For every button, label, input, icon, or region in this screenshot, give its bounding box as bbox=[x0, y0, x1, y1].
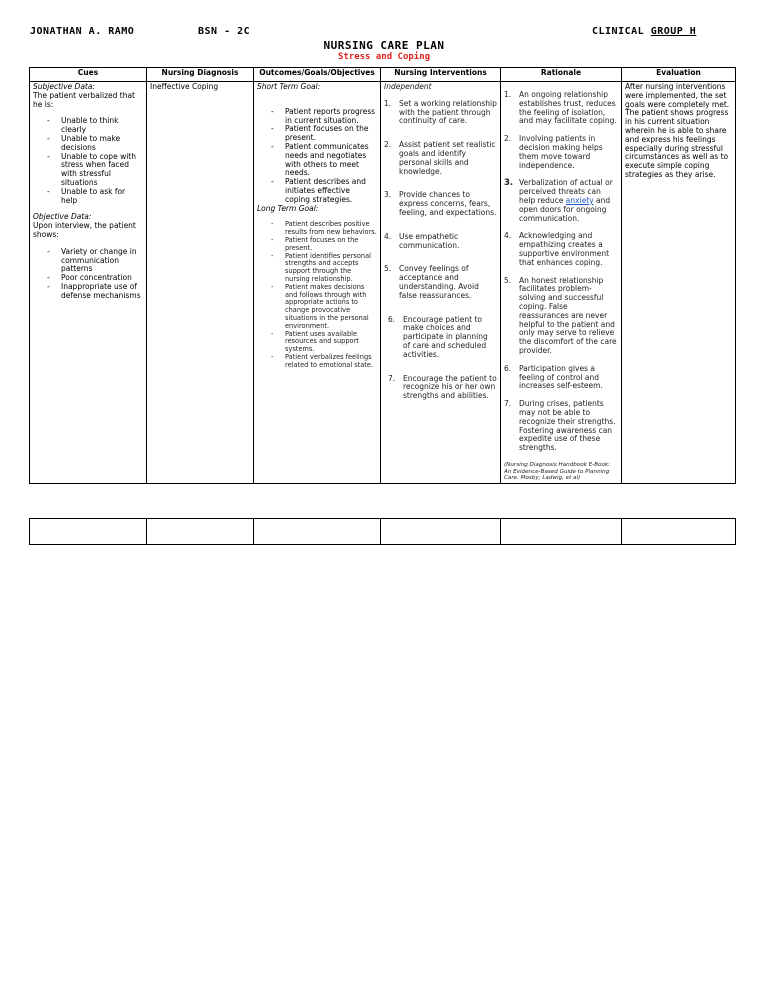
short-term-goals bbox=[271, 108, 377, 205]
empty-cell bbox=[381, 519, 501, 545]
clinical-group bbox=[592, 26, 696, 37]
list-item: 5. An honest relationship facilitates problem-solving and successful coping. False reassurances are never helpful to the patient and only may serve to relieve the discomfort of the care provider. bbox=[504, 275, 617, 355]
list-item: - Patient verbalizes feelings related to emotional state. bbox=[271, 354, 377, 370]
care-plan-table bbox=[29, 67, 736, 484]
rationale-cell bbox=[501, 82, 622, 484]
outcomes-cell bbox=[254, 82, 381, 484]
column-header: Nursing Interventions bbox=[381, 68, 501, 82]
list-item: 7. Encourage the patient to recognize his or her own strengths and abilities. bbox=[388, 373, 497, 401]
evaluation-cell bbox=[622, 82, 736, 484]
list-item: - Patient describes positive results from new behaviors. bbox=[271, 221, 377, 237]
subjective-list bbox=[47, 117, 143, 205]
list-item: - Patient focuses on the present. bbox=[271, 125, 377, 143]
short-term-goal-label: Short Term Goal: bbox=[257, 82, 321, 91]
objective-data-label: Objective Data: bbox=[33, 212, 92, 222]
list-item: 3. Verbalization of actual or perceived threats can help reduce anxiety and open doors for ongoing communication. bbox=[504, 178, 613, 223]
objective-intro: Upon interview, the patient shows: bbox=[33, 221, 136, 239]
empty-cell bbox=[147, 519, 254, 545]
empty-cell bbox=[501, 519, 622, 545]
subjective-intro: The patient verbalized that he is: bbox=[33, 90, 135, 109]
list-item: 4. Use empathetic communication. bbox=[384, 231, 460, 250]
empty-table bbox=[29, 518, 736, 545]
list-item: 7. During crises, patients may not be able to recognize their strengths. Fostering awareness can expedite use of these strengths. bbox=[504, 399, 616, 453]
column-header: Evaluation bbox=[622, 68, 736, 82]
column-header: Cues bbox=[30, 68, 147, 82]
anxiety-link[interactable]: anxiety bbox=[565, 195, 594, 205]
list-item: 2. Involving patients in decision making helps them move toward independence. bbox=[504, 134, 603, 170]
evaluation-text: After nursing interventions were implemented, the set goals were completely met. The patient shows progress in his current situation wherein he is able to share and express his feelings especially during stressful circumstances as well as to execute simple coping strategies as they arise. bbox=[625, 82, 730, 179]
diagnosis-cell bbox=[147, 82, 254, 484]
list-item: - Patient describes and initiates effective coping strategies. bbox=[271, 178, 377, 204]
list-item: 1. An ongoing relationship establishes trust, reduces the feeling of isolation, and may facilitate coping. bbox=[504, 90, 617, 126]
column-header: Nursing Diagnosis bbox=[147, 68, 254, 82]
list-item: 2. Assist patient set realistic goals and identify personal skills and knowledge. bbox=[384, 140, 496, 176]
reference-citation: (Nursing Diagnosis Handbook E-Book: An Evidence-Based Guide to Planning Care. Mosby; Ladwig, et al) bbox=[504, 461, 611, 482]
course-section: BSN - 2C bbox=[198, 26, 251, 37]
list-item: - Patient reports progress in current situation. bbox=[271, 108, 377, 126]
list-item: - Unable to ask for help bbox=[47, 188, 143, 206]
list-item: 3. Provide chances to express concerns, fears, feeling, and expectations. bbox=[384, 190, 497, 217]
list-item: - Patient focuses on the present. bbox=[271, 237, 377, 253]
empty-cell bbox=[622, 519, 736, 545]
empty-cell bbox=[30, 519, 147, 545]
table-header-row bbox=[30, 68, 736, 82]
list-item: 5. Convey feelings of acceptance and understanding. Avoid false reassurances. bbox=[384, 264, 479, 300]
list-item: - Patient communicates needs and negotiates with others to meet needs. bbox=[271, 143, 377, 178]
long-term-goals bbox=[271, 221, 377, 369]
list-item: 6. Participation gives a feeling of control and increases self-esteem. bbox=[504, 363, 603, 391]
list-item: - Inappropriate use of defense mechanisms bbox=[47, 283, 143, 301]
list-item: - Patient makes decisions and follows through with appropriate actions to change provocative situations in the personal environment. bbox=[271, 284, 377, 331]
rationale-list bbox=[504, 91, 618, 453]
list-item: - Unable to make decisions bbox=[47, 135, 143, 153]
list-item: - Poor concentration bbox=[47, 274, 143, 283]
column-header: Rationale bbox=[501, 68, 622, 82]
objective-list bbox=[47, 248, 143, 301]
table-row bbox=[30, 519, 736, 545]
interventions-list bbox=[384, 100, 497, 401]
page-title: NURSING CARE PLAN bbox=[323, 39, 445, 52]
list-item: - Unable to cope with stress when faced with stressful situations bbox=[47, 153, 143, 188]
table-row bbox=[30, 82, 736, 484]
nursing-diagnosis: Ineffective Coping bbox=[150, 82, 219, 91]
list-item: - Variety or change in communication patterns bbox=[47, 248, 143, 274]
page-subtitle: Stress and Coping bbox=[337, 52, 431, 62]
cues-cell bbox=[30, 82, 147, 484]
independent-label: Independent bbox=[384, 82, 432, 91]
student-name: JONATHAN A. RAMO bbox=[30, 26, 135, 37]
column-header: Outcomes/Goals/Objectives bbox=[254, 68, 381, 82]
list-item: - Patient identifies personal strengths and accepts support through the nursing relationship. bbox=[271, 253, 377, 284]
long-term-goal-label: Long Term Goal: bbox=[257, 203, 319, 213]
clinical-group-prefix: CLINICAL bbox=[592, 26, 651, 37]
list-item: - Unable to think clearly bbox=[47, 117, 143, 135]
empty-cell bbox=[254, 519, 381, 545]
list-item: 6. Encourage patient to make choices and participate in planning of care and scheduled activities. bbox=[388, 314, 488, 359]
subjective-data-label: Subjective Data: bbox=[33, 82, 95, 91]
list-item: 4. Acknowledging and empathizing creates a supportive environment that enhances coping. bbox=[504, 231, 610, 267]
list-item: - Patient uses available resources and support systems. bbox=[271, 331, 377, 354]
interventions-cell bbox=[381, 82, 501, 484]
list-item: 1. Set a working relationship with the patient through continuity of care. bbox=[384, 98, 497, 126]
clinical-group-label: GROUP H bbox=[650, 26, 697, 37]
